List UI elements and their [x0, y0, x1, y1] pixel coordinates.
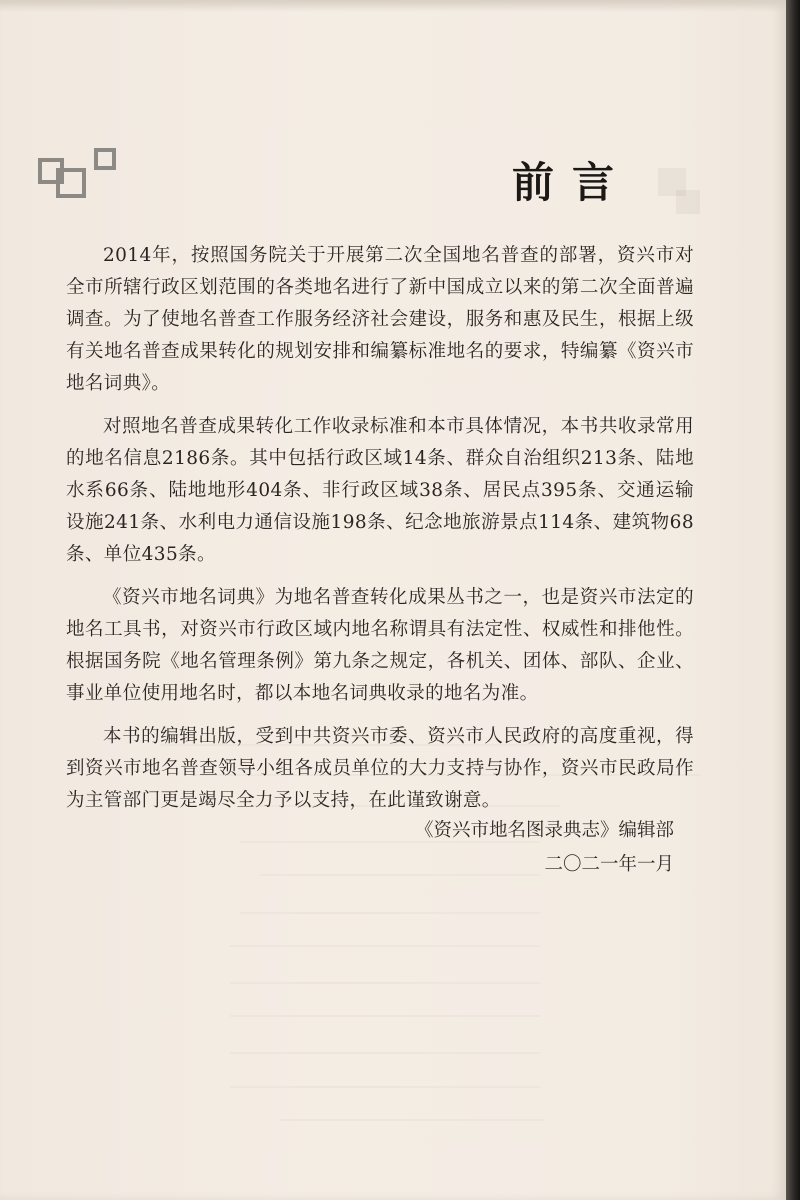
overlapping-squares-icon — [38, 148, 118, 198]
page-top-shade — [0, 0, 786, 12]
book-spine-edge — [786, 0, 800, 1200]
page-title: 前言 — [512, 158, 633, 207]
signature-block — [415, 816, 674, 884]
paragraph-4: 本书的编辑出版，受到中共资兴市委、资兴市人民政府的高度重视，得到资兴市地名普查领导小组各成员单位的大力支持与协作，资兴市民政局作为主管部门更是竭尽全力予以支持，在此谨致谢意。 — [66, 726, 694, 811]
paragraph-1: 2014年，按照国务院关于开展第二次全国地名普查的部署，资兴市对全市所辖行政区划范围的各类地名进行了新中国成立以来的第二次全面普遍调查。为了使地名普查工作服务经济社会建设，服务和惠及民生，根据上级有关地名普查成果转化的规划安排和编纂标准地名的要求，特编纂《资兴市地名词典》。 — [66, 245, 694, 394]
editor-name: 《资兴市地名图录典志》编辑部 — [414, 820, 674, 841]
signature-date: 二〇二一年一月 — [544, 854, 674, 875]
paragraph-3: 《资兴市地名词典》为地名普查转化成果丛书之一，也是资兴市法定的地名工具书，对资兴市行政区域内地名称谓具有法定性、权威性和排他性。根据国务院《地名管理条例》第九条之规定，各机关、团体、部队、企业、事业单位使用地名时，都以本地名词典收录的地名为准。 — [66, 587, 694, 704]
preface-body — [66, 240, 694, 828]
paragraph-2: 对照地名普查成果转化工作收录标准和本市具体情况，本书共收录常用的地名信息2186条。其中包括行政区域14条、群众自治组织213条、陆地水系66条、陆地地形404条、非行政区域38条、居民点395条、交通运输设施241条、水利电力通信设施198条、纪念地旅游景点114条、建筑物68条、单位435条。 — [66, 416, 694, 565]
